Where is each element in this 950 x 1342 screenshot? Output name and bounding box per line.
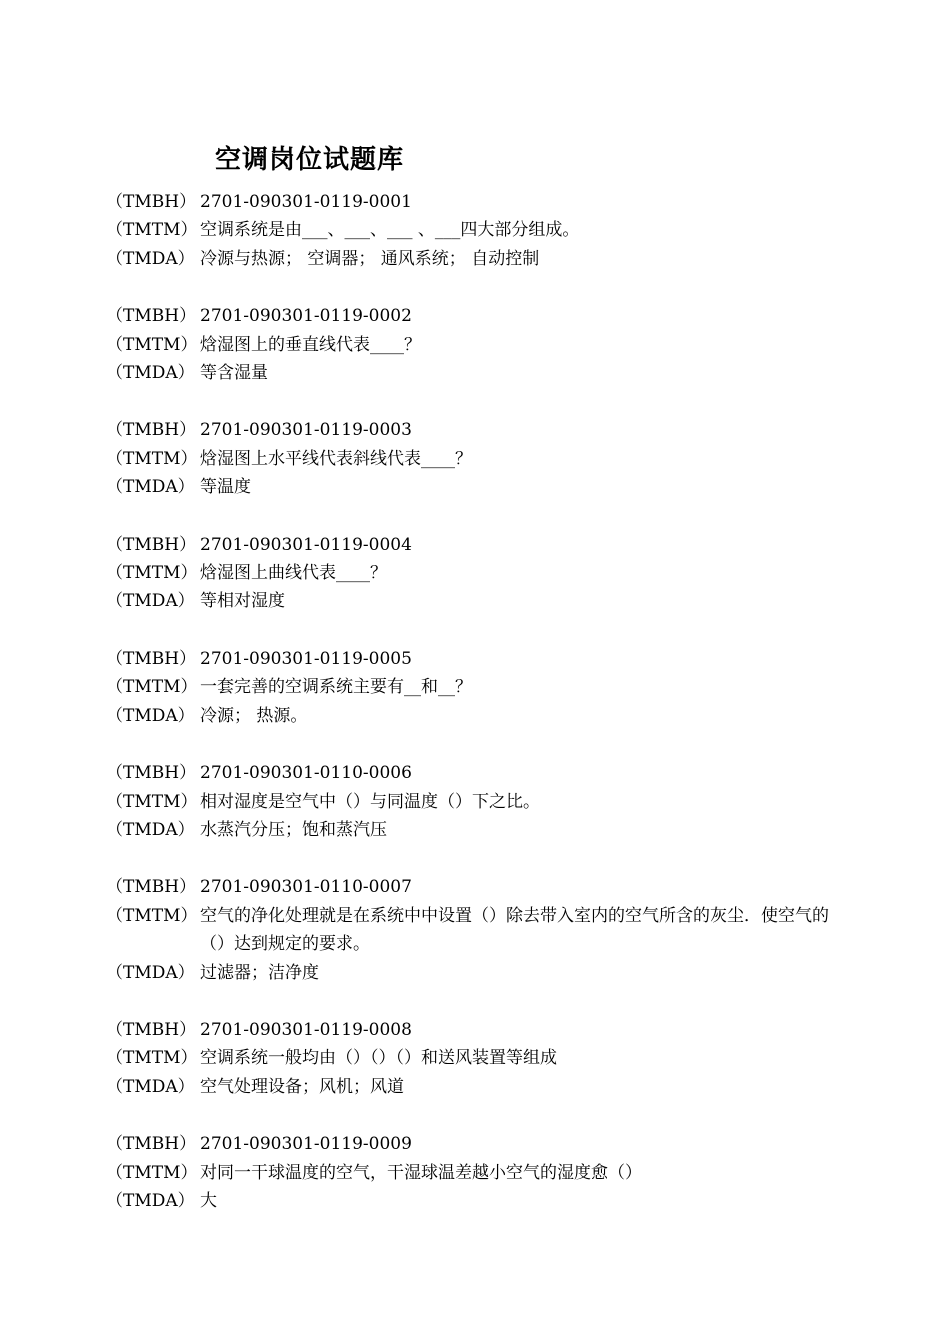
question-text-line	[106, 331, 886, 359]
question-number-line	[106, 531, 886, 559]
answer-text: 大	[200, 1190, 217, 1211]
tmtm-tag: （TMTM）	[106, 677, 198, 698]
question-number-line	[106, 188, 886, 216]
question-item	[106, 1130, 886, 1215]
tmbh-tag: （TMBH）	[106, 192, 197, 212]
answer-text: 过滤器；洁净度	[200, 962, 319, 983]
question-text: 空气的净化处理就是在系统中中设置（）除去带入室内的空气所含的灰尘．使空气的（）达到规定的要求。	[200, 905, 829, 955]
answer-text: 等相对湿度	[200, 591, 285, 612]
tmbh-tag: （TMBH）	[106, 1134, 197, 1155]
answer-text: 等温度	[200, 477, 251, 498]
answer-line	[106, 1073, 886, 1101]
question-item	[106, 759, 886, 844]
tmtm-tag: （TMTM）	[106, 791, 198, 812]
question-number: 2701-090301-0119-0008	[200, 1019, 412, 1040]
tmtm-tag: （TMTM）	[106, 563, 198, 584]
answer-line	[106, 587, 886, 615]
tmtm-tag: （TMTM）	[106, 448, 198, 469]
tmtm-tag: （TMTM）	[106, 1162, 198, 1183]
document-title: 空调岗位试题库	[215, 145, 405, 175]
question-number: 2701-090301-0110-0007	[200, 877, 412, 898]
answer-text: 空气处理设备；风机；风道	[200, 1076, 404, 1097]
question-text-line	[106, 788, 886, 816]
question-number-line	[106, 302, 886, 330]
answer-text: 等含湿量	[200, 363, 268, 384]
tmda-tag: （TMDA）	[106, 477, 195, 498]
answer-line	[106, 473, 886, 501]
question-text-line	[106, 445, 886, 473]
tmbh-tag: （TMBH）	[106, 648, 197, 669]
question-text-line	[106, 559, 886, 587]
question-item	[106, 416, 886, 501]
question-text: 焓湿图上水平线代表斜线代表____？	[200, 448, 472, 469]
tmtm-tag: （TMTM）	[106, 220, 198, 241]
question-item	[106, 302, 886, 387]
question-number-line	[106, 416, 886, 444]
answer-line	[106, 245, 886, 273]
question-number: 2701-090301-0119-0003	[200, 420, 412, 441]
question-number-line	[106, 645, 886, 673]
question-number-line	[106, 759, 886, 787]
question-text-line	[106, 216, 886, 244]
tmda-tag: （TMDA）	[106, 962, 195, 983]
answer-line	[106, 702, 886, 730]
question-text-line	[106, 1044, 886, 1072]
tmtm-tag: （TMTM）	[106, 905, 198, 926]
tmda-tag: （TMDA）	[106, 591, 195, 612]
question-text: 对同一干球温度的空气，干湿球温差越小空气的湿度愈（）	[200, 1162, 642, 1183]
tmda-tag: （TMDA）	[106, 248, 195, 269]
answer-text: 冷源与热源； 空调器； 通风系统； 自动控制	[200, 248, 540, 269]
question-number: 2701-090301-0119-0004	[200, 534, 412, 555]
answer-line	[106, 959, 886, 987]
question-text: 一套完善的空调系统主要有__和__？	[200, 677, 472, 698]
answer-text: 冷源； 热源。	[200, 705, 308, 726]
answer-line	[106, 1187, 886, 1215]
answer-line	[106, 359, 886, 387]
question-item	[106, 873, 886, 987]
tmbh-tag: （TMBH）	[106, 877, 197, 898]
question-text-line	[106, 1159, 886, 1187]
tmbh-tag: （TMBH）	[106, 763, 197, 784]
answer-line	[106, 816, 886, 844]
tmbh-tag: （TMBH）	[106, 306, 197, 327]
question-number: 2701-090301-0119-0005	[200, 648, 412, 669]
question-number: 2701-090301-0119-0009	[200, 1134, 412, 1155]
answer-text: 水蒸汽分压；饱和蒸汽压	[200, 819, 387, 840]
question-text: 焓湿图上曲线代表____？	[200, 563, 387, 584]
question-text-line	[106, 673, 886, 701]
question-list	[106, 188, 886, 1244]
question-item	[106, 188, 886, 273]
question-number-line	[106, 873, 886, 901]
tmda-tag: （TMDA）	[106, 819, 195, 840]
tmda-tag: （TMDA）	[106, 1076, 195, 1097]
tmda-tag: （TMDA）	[106, 705, 195, 726]
question-number: 2701-090301-0119-0001	[200, 192, 412, 212]
question-text: 空调系统一般均由（）（）（）和送风装置等组成	[200, 1048, 557, 1069]
question-number-line	[106, 1016, 886, 1044]
question-item	[106, 1016, 886, 1101]
question-text-line	[106, 902, 886, 959]
question-text: 焓湿图上的垂直线代表____？	[200, 334, 421, 355]
question-item	[106, 645, 886, 730]
question-item	[106, 531, 886, 616]
tmtm-tag: （TMTM）	[106, 1048, 198, 1069]
tmbh-tag: （TMBH）	[106, 534, 197, 555]
tmbh-tag: （TMBH）	[106, 420, 197, 441]
tmda-tag: （TMDA）	[106, 1190, 195, 1211]
question-number: 2701-090301-0119-0002	[200, 306, 412, 327]
tmda-tag: （TMDA）	[106, 363, 195, 384]
question-text: 空调系统是由___、___、___ 、___四大部分组成。	[200, 220, 580, 241]
tmbh-tag: （TMBH）	[106, 1019, 197, 1040]
tmtm-tag: （TMTM）	[106, 334, 198, 355]
question-text: 相对湿度是空气中（）与同温度（）下之比。	[200, 791, 540, 812]
question-number-line	[106, 1130, 886, 1158]
question-number: 2701-090301-0110-0006	[200, 763, 412, 784]
